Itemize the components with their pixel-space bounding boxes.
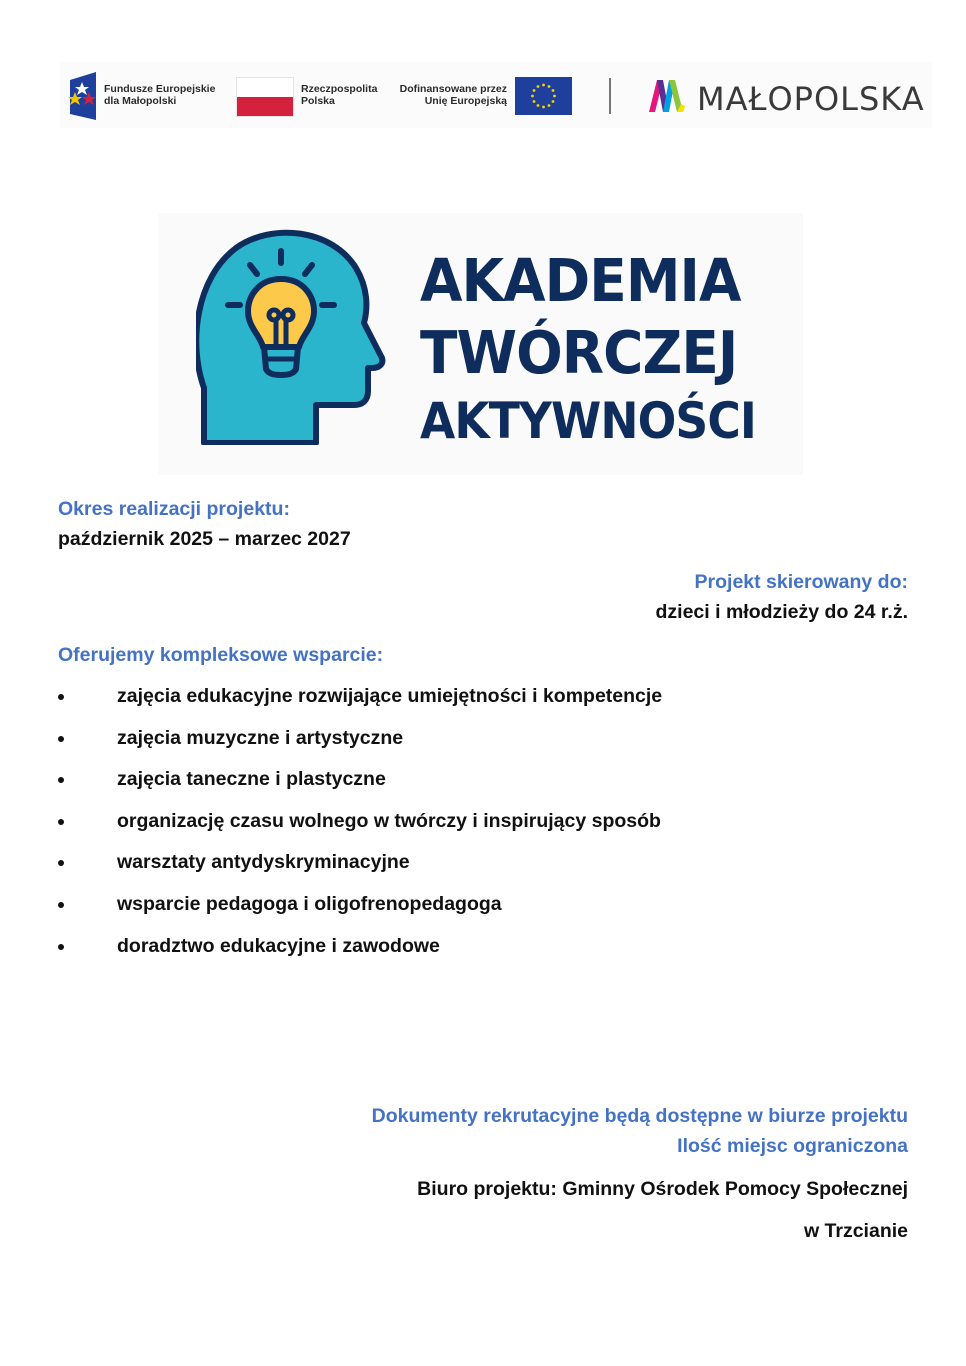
list-item-text: warsztaty antydyskryminacyjne xyxy=(117,851,410,874)
bullet-icon xyxy=(58,736,64,742)
list-item-text: zajęcia edukacyjne rozwijające umiejętności i kompetencje xyxy=(117,685,663,707)
fundusze-europejskie-star-icon xyxy=(68,70,98,122)
rzeczpospolita-text xyxy=(301,83,377,107)
fundusze-line2: dla Małopolski xyxy=(104,95,177,107)
eu-flag-icon xyxy=(515,77,572,115)
fundusze-europejskie-text xyxy=(104,83,215,107)
polish-flag-icon xyxy=(236,77,294,117)
office-location: w Trzcianie xyxy=(803,1220,908,1242)
list-item-text: zajęcia muzyczne i artystyczne xyxy=(117,726,404,749)
eu-funding-text xyxy=(390,83,507,107)
rzeczpospolita-line1: Rzeczpospolita xyxy=(301,83,378,95)
partner-logos-strip xyxy=(60,62,932,128)
malopolska-text: MAŁOPOLSKA xyxy=(697,80,925,118)
malopolska-m-icon xyxy=(645,76,689,114)
list-item-text: zajęcia taneczne i plastyczne xyxy=(117,768,386,791)
target-value: dzieci i młodzieży do 24 r.ż. xyxy=(655,601,908,623)
bullet-icon xyxy=(58,860,64,866)
bullet-icon xyxy=(58,777,64,783)
offer-label: Oferujemy kompleksowe wsparcie: xyxy=(58,644,384,666)
documents-note: Dokumenty rekrutacyjne będą dostępne w biurze projektu xyxy=(371,1105,908,1127)
brand-title xyxy=(420,245,763,453)
period-label: Okres realizacji projektu: xyxy=(58,498,290,520)
akademia-logo xyxy=(158,213,803,475)
bullet-icon xyxy=(58,944,64,950)
brand-line-3: AKTYWNOŚCI xyxy=(420,392,756,450)
bullet-icon xyxy=(58,902,64,908)
eu-line2: Unię Europejską xyxy=(424,95,507,107)
brand-line-2: TWÓRCZEJ xyxy=(420,318,738,387)
office-info: Biuro projektu: Gminny Ośrodek Pomocy Społecznej xyxy=(417,1178,908,1200)
rzeczpospolita-line2: Polska xyxy=(301,95,335,107)
eu-line1: Dofinansowane przez xyxy=(399,83,507,95)
fundusze-line1: Fundusze Europejskie xyxy=(104,83,216,95)
list-item-text: doradztwo edukacyjne i zawodowe xyxy=(117,934,440,957)
head-lightbulb-icon xyxy=(196,223,386,445)
limited-places-note: Ilość miejsc ograniczona xyxy=(677,1135,908,1157)
bullet-icon xyxy=(58,694,64,700)
list-item-text: wsparcie pedagoga i oligofrenopedagoga xyxy=(117,892,502,915)
logo-separator xyxy=(609,78,611,114)
period-value: październik 2025 – marzec 2027 xyxy=(58,528,351,550)
bullet-icon xyxy=(58,819,64,825)
target-label: Projekt skierowany do: xyxy=(694,571,908,593)
list-item-text: organizację czasu wolnego w twórczy i inspirujący sposób xyxy=(117,809,661,832)
brand-line-1: AKADEMIA xyxy=(420,246,741,315)
